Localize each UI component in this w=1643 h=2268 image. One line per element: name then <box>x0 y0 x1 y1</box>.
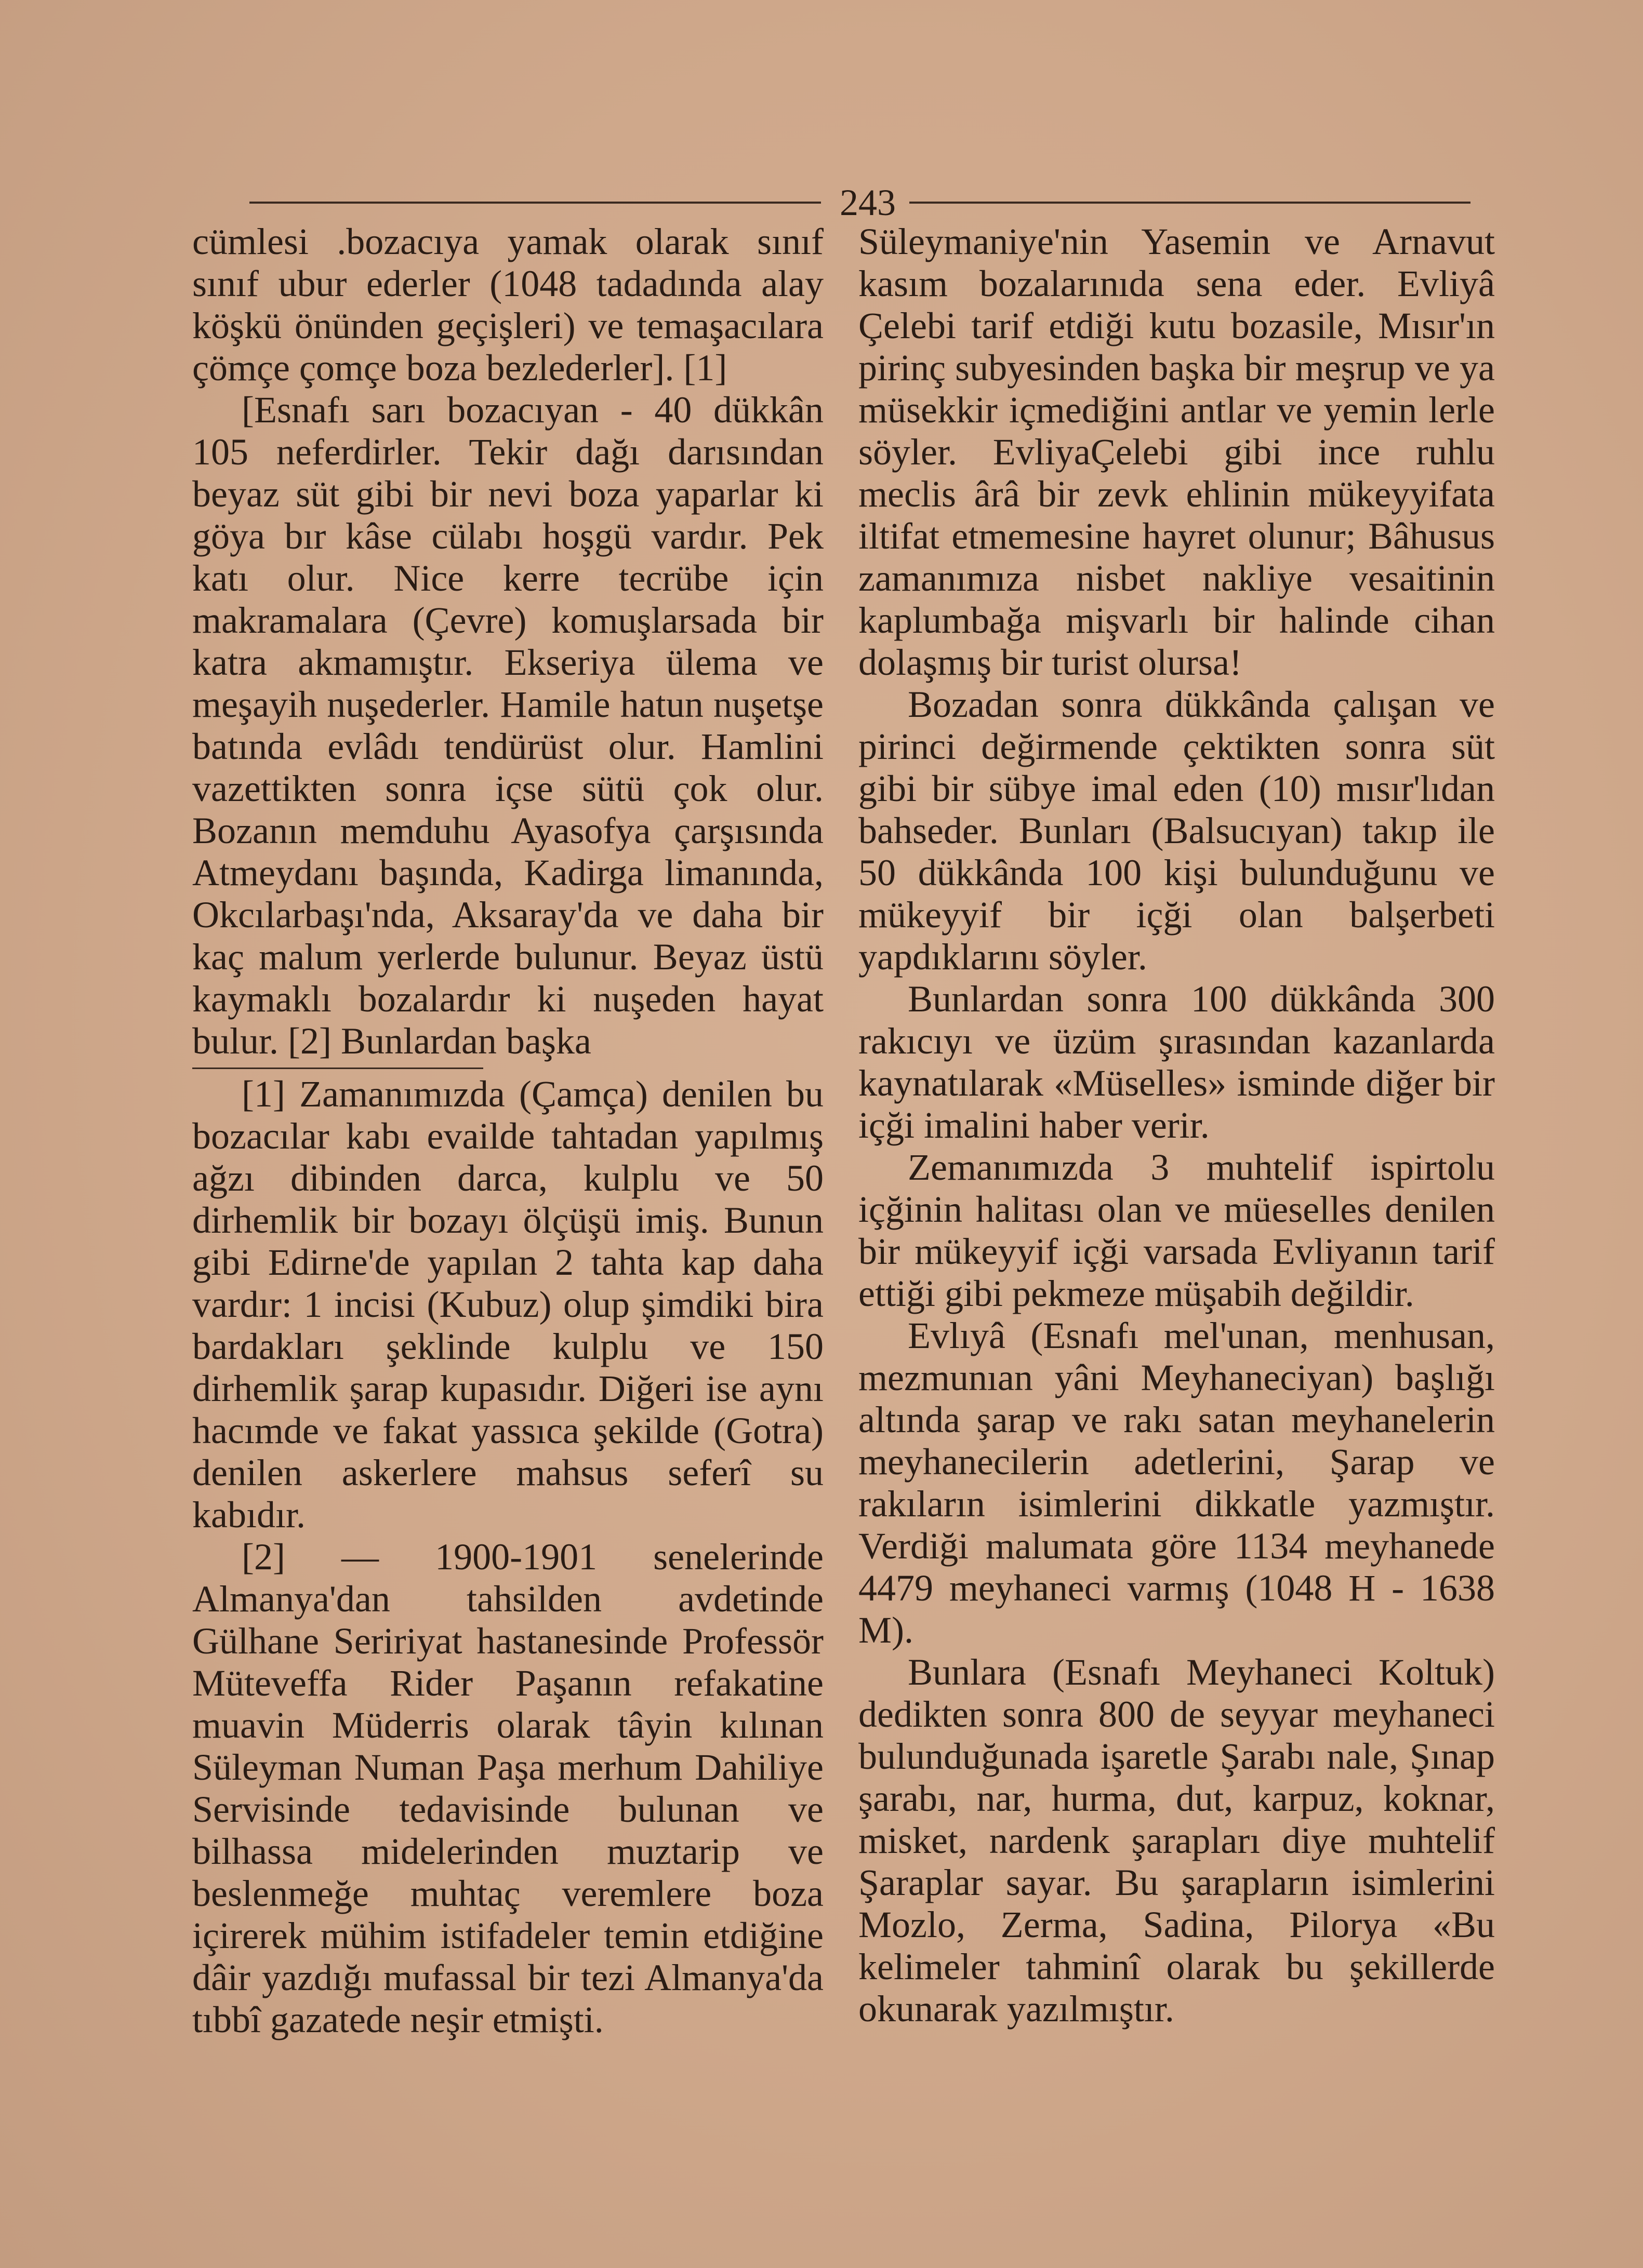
body-paragraph: cümlesi .bozacıya yamak olarak sınıf sınıf ubur ederler (1048 tadadında alay köşkü önünden geçişleri) ve temaşacılara çömçe çomçe boza bezlederler]. [1] <box>192 221 824 389</box>
body-paragraph: Zemanımızda 3 muhtelif ispirtolu içğinin halitası olan ve müeselles denilen bir mükeyyif içği varsada Evliyanın tarif ettiği gibi pekmeze müşabih değildir. <box>858 1146 1495 1314</box>
footnote-1: [1] Zamanımızda (Çamça) denilen bu bozacılar kabı evailde tahtadan yapılmış ağzı dibinden darca, kulplu ve 50 dirhemlik bir bozayı ölçüşü imiş. Bunun gibi Edirne'de yapılan 2 tahta kap daha vardır: 1 incisi (Kubuz) olup şimdiki bira bardakları şeklinde kulplu ve 150 dirhemlik şarap kupasıdır. Diğeri ise aynı hacımde ve fakat yassıca şekilde (Gotra) denilen askerlere mahsus seferî su kabıdır. <box>192 1073 824 1536</box>
body-paragraph: [Esnafı sarı bozacıyan - 40 dükkân 105 neferdirler. Tekir dağı darısından beyaz süt gibi bir nevi boza yaparlar ki göya bır kâse cülabı hoşgü vardır. Pek katı olur. Nice kerre tecrübe için makramalara (Çevre) komuşlarsada bir katra akmamıştır. Ekseriya ülema ve meşayih nuşederler. Hamile hatun nuşetşe batında evlâdı tendürüst olur. Hamlini vazettikten sonra içse sütü çok olur. Bozanın memduhu Ayasofya çarşısında Atmeydanı başında, Kadirga limanında, Okcılarbaşı'nda, Aksaray'da ve daha bir kaç malum yerlerde bulunur. Beyaz üstü kaymaklı bozalardır ki nuşeden hayat bulur. [2] Bunlardan başka <box>192 389 824 1062</box>
page-number: 243 <box>840 182 896 223</box>
body-paragraph: Süleymaniye'nin Yasemin ve Arnavut kasım bozalarınıda sena eder. Evliyâ Çelebi tarif etdiği kutu bozasile, Mısır'ın pirinç subyesinden başka bir meşrup ve ya müsekkir içmediğini antlar ve yemin lerle söyler. EvliyaÇelebi gibi ince ruhlu meclis ârâ bir zevk ehlinin mükeyyifata iltifat etmemesine hayret olunur; Bâhusus zamanımıza nisbet nakliye vesaitinin kaplumbağa mişvarlı bir halinde cihan dolaşmış bir turist olursa! <box>858 221 1495 683</box>
header-rule-left <box>249 202 821 204</box>
footnote-2: [2] — 1900-1901 senelerinde Almanya'dan tahsilden avdetinde Gülhane Seririyat hastanesinde Professör Müteveffa Rider Paşanın refakatine muavin Müderris olarak tâyin kılınan Süleyman Numan Paşa merhum Dahiliye Servisinde tedavisinde bulunan ve bilhassa midelerinden muztarip ve beslenmeğe muhtaç veremlere boza içirerek mühim istifadeler temin etdiğine dâir yazdığı mufassal bir tezi Almanya'da tıbbî gazatede neşir etmişti. <box>192 1536 824 2040</box>
body-paragraph: Bunlara (Esnafı Meyhaneci Koltuk) dedikten sonra 800 de seyyar meyhaneci bulunduğunada işaretle Şarabı nale, Şınap şarabı, nar, hurma, dut, karpuz, koknar, misket, nardenk şarapları diye muhtelif Şaraplar sayar. Bu şarapların isimlerini Mozlo, Zerma, Sadina, Pilorya «Bu kelimeler tahminî olarak bu şekillerde okunarak yazılmıştır. <box>858 1651 1495 2030</box>
left-column <box>192 221 824 2041</box>
body-paragraph: Bunlardan sonra 100 dükkânda 300 rakıcıyı ve üzüm şırasından kazanlarda kaynatılarak «Müselles» isminde diğer bir içği imalini haber verir. <box>858 978 1495 1146</box>
footnote-divider <box>192 1068 483 1069</box>
right-column <box>858 221 1495 2030</box>
header-rule-right <box>909 202 1470 204</box>
body-paragraph: Evlıyâ (Esnafı mel'unan, menhusan, mezmunıan yâni Meyhaneciyan) başlığı altında şarap ve rakı satan meyhanelerin meyhanecilerin adetlerini, Şarap ve rakıların isimlerini dikkatle yazmıştır. Verdiği malumata göre 1134 meyhanede 4479 meyhaneci varmış (1048 H - 1638 M). <box>858 1315 1495 1651</box>
body-paragraph: Bozadan sonra dükkânda çalışan ve pirinci değirmende çektikten sonra süt gibi bir sübye imal eden (10) mısır'lıdan bahseder. Bunları (Balsucıyan) takıp ile 50 dükkânda 100 kişi bulunduğunu ve mükeyyif bir içği olan balşerbeti yapdıklarını söyler. <box>858 684 1495 978</box>
